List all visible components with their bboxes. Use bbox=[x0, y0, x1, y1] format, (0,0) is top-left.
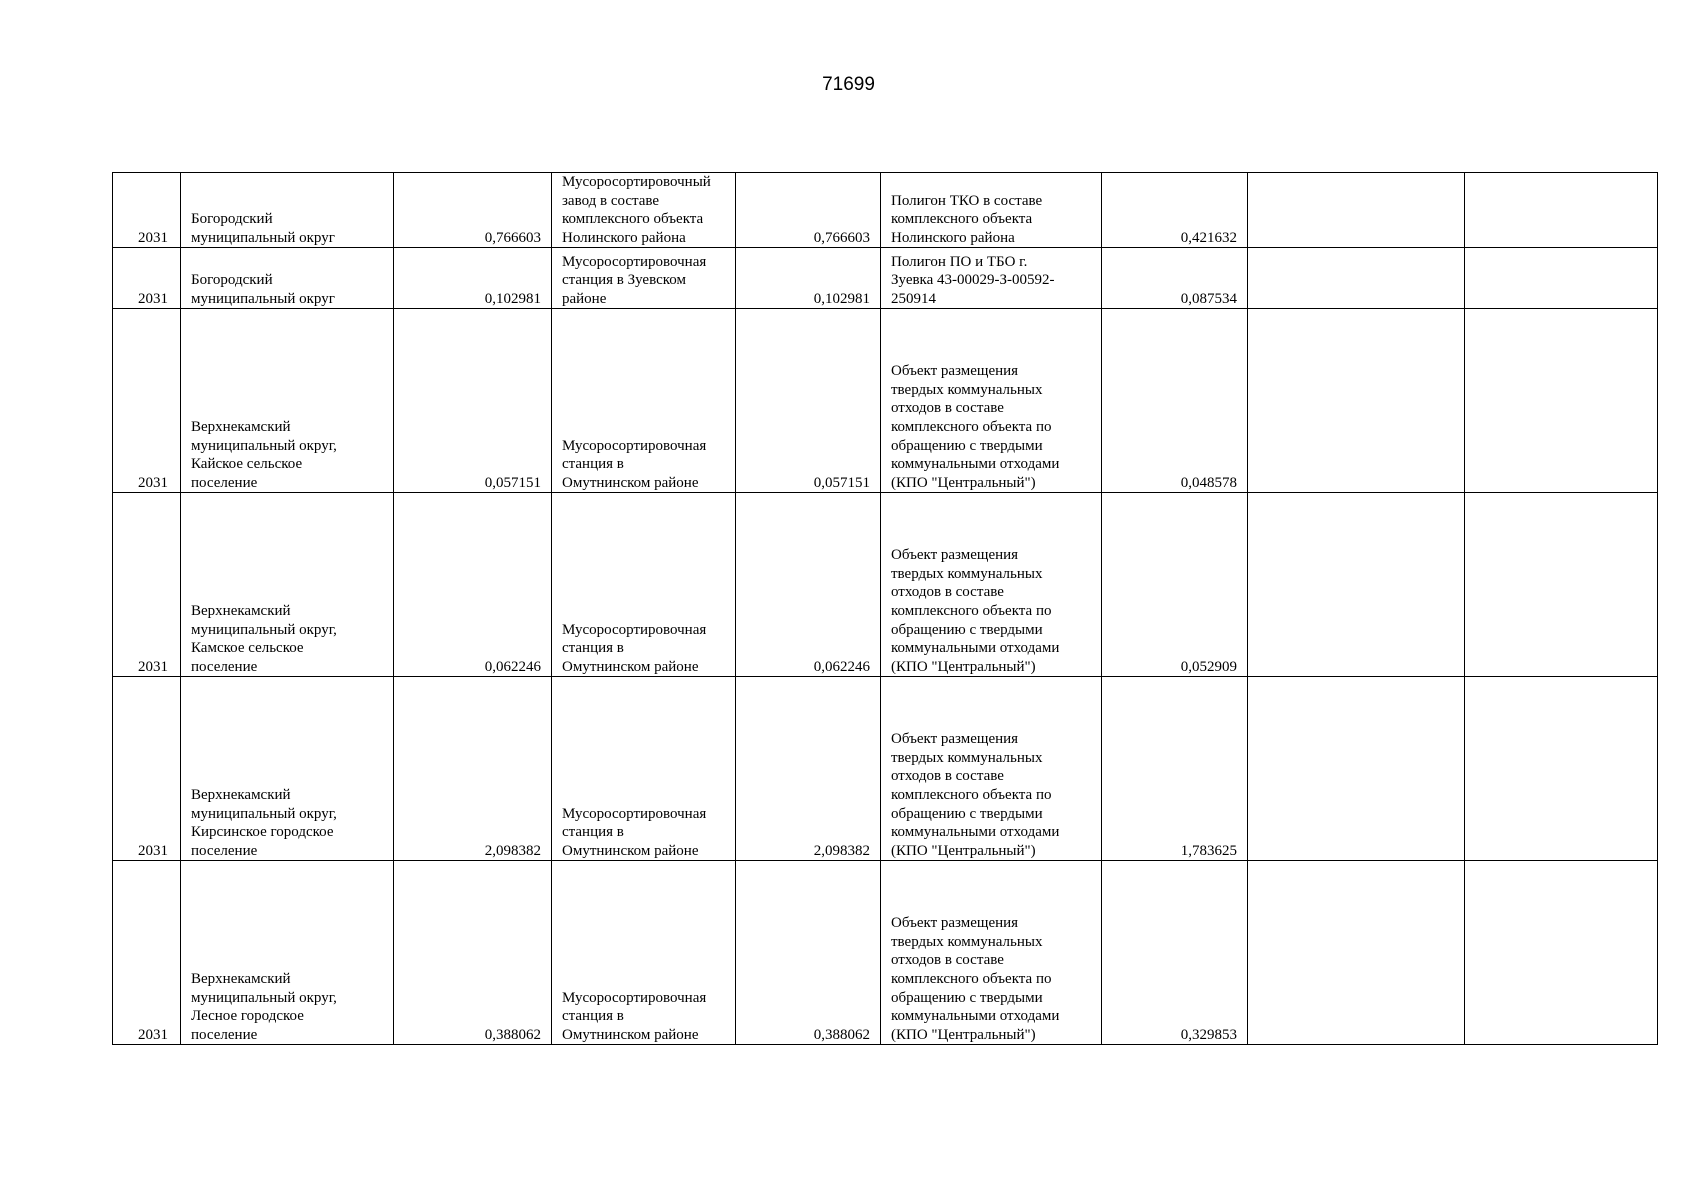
disposal-object-cell: Объект размещения твердых коммунальных отходов в составе комплексного объекта по обращению с твердыми коммунальными отходами (КПО "Центральный") bbox=[881, 493, 1102, 677]
processing-object-cell: Мусоросортировочный завод в составе комплексного объекта Нолинского района bbox=[552, 173, 736, 248]
table-row bbox=[113, 861, 1658, 1045]
table-row bbox=[113, 493, 1658, 677]
empty-cell bbox=[1465, 248, 1658, 309]
mass-generated-cell: 0,057151 bbox=[394, 309, 552, 493]
mass-disposed-cell: 0,052909 bbox=[1102, 493, 1248, 677]
mass-processed-cell: 0,766603 bbox=[736, 173, 881, 248]
disposal-object-cell: Объект размещения твердых коммунальных отходов в составе комплексного объекта по обращению с твердыми коммунальными отходами (КПО "Центральный") bbox=[881, 677, 1102, 861]
mass-disposed-cell: 0,421632 bbox=[1102, 173, 1248, 248]
mass-disposed-cell: 1,783625 bbox=[1102, 677, 1248, 861]
processing-object-cell: Мусоросортировочная станция в Омутнинском районе bbox=[552, 677, 736, 861]
empty-cell bbox=[1465, 861, 1658, 1045]
disposal-object-cell: Объект размещения твердых коммунальных отходов в составе комплексного объекта по обращению с твердыми коммунальными отходами (КПО "Центральный") bbox=[881, 309, 1102, 493]
processing-object-cell: Мусоросортировочная станция в Омутнинском районе bbox=[552, 309, 736, 493]
year-cell: 2031 bbox=[113, 248, 181, 309]
processing-object-cell: Мусоросортировочная станция в Зуевском районе bbox=[552, 248, 736, 309]
mass-disposed-cell: 0,087534 bbox=[1102, 248, 1248, 309]
mass-disposed-cell: 0,048578 bbox=[1102, 309, 1248, 493]
table-row bbox=[113, 248, 1658, 309]
year-cell: 2031 bbox=[113, 493, 181, 677]
mass-generated-cell: 0,766603 bbox=[394, 173, 552, 248]
mass-processed-cell: 0,057151 bbox=[736, 309, 881, 493]
empty-cell bbox=[1248, 309, 1465, 493]
empty-cell bbox=[1248, 493, 1465, 677]
source-cell: Верхнекамский муниципальный округ, Кирсинское городское поселение bbox=[181, 677, 394, 861]
empty-cell bbox=[1248, 861, 1465, 1045]
empty-cell bbox=[1465, 309, 1658, 493]
mass-generated-cell: 0,062246 bbox=[394, 493, 552, 677]
table-row bbox=[113, 173, 1658, 248]
mass-processed-cell: 0,102981 bbox=[736, 248, 881, 309]
processing-object-cell: Мусоросортировочная станция в Омутнинском районе bbox=[552, 493, 736, 677]
mass-processed-cell: 0,062246 bbox=[736, 493, 881, 677]
waste-flow-table bbox=[112, 172, 1658, 1045]
empty-cell bbox=[1248, 248, 1465, 309]
disposal-object-cell: Полигон ПО и ТБО г. Зуевка 43-00029-З-00592- 250914 bbox=[881, 248, 1102, 309]
table-row bbox=[113, 677, 1658, 861]
empty-cell bbox=[1248, 677, 1465, 861]
table-row bbox=[113, 309, 1658, 493]
disposal-object-cell: Объект размещения твердых коммунальных отходов в составе комплексного объекта по обращению с твердыми коммунальными отходами (КПО "Центральный") bbox=[881, 861, 1102, 1045]
processing-object-cell: Мусоросортировочная станция в Омутнинском районе bbox=[552, 861, 736, 1045]
year-cell: 2031 bbox=[113, 677, 181, 861]
page-number: 71699 bbox=[822, 74, 875, 95]
empty-cell bbox=[1465, 677, 1658, 861]
empty-cell bbox=[1465, 173, 1658, 248]
mass-processed-cell: 0,388062 bbox=[736, 861, 881, 1045]
mass-disposed-cell: 0,329853 bbox=[1102, 861, 1248, 1045]
year-cell: 2031 bbox=[113, 309, 181, 493]
source-cell: Богородский муниципальный округ bbox=[181, 173, 394, 248]
mass-generated-cell: 0,388062 bbox=[394, 861, 552, 1045]
empty-cell bbox=[1248, 173, 1465, 248]
empty-cell bbox=[1465, 493, 1658, 677]
year-cell: 2031 bbox=[113, 173, 181, 248]
year-cell: 2031 bbox=[113, 861, 181, 1045]
source-cell: Верхнекамский муниципальный округ, Камское сельское поселение bbox=[181, 493, 394, 677]
mass-generated-cell: 0,102981 bbox=[394, 248, 552, 309]
source-cell: Богородский муниципальный округ bbox=[181, 248, 394, 309]
mass-generated-cell: 2,098382 bbox=[394, 677, 552, 861]
disposal-object-cell: Полигон ТКО в составе комплексного объекта Нолинского района bbox=[881, 173, 1102, 248]
mass-processed-cell: 2,098382 bbox=[736, 677, 881, 861]
source-cell: Верхнекамский муниципальный округ, Лесное городское поселение bbox=[181, 861, 394, 1045]
source-cell: Верхнекамский муниципальный округ, Кайское сельское поселение bbox=[181, 309, 394, 493]
